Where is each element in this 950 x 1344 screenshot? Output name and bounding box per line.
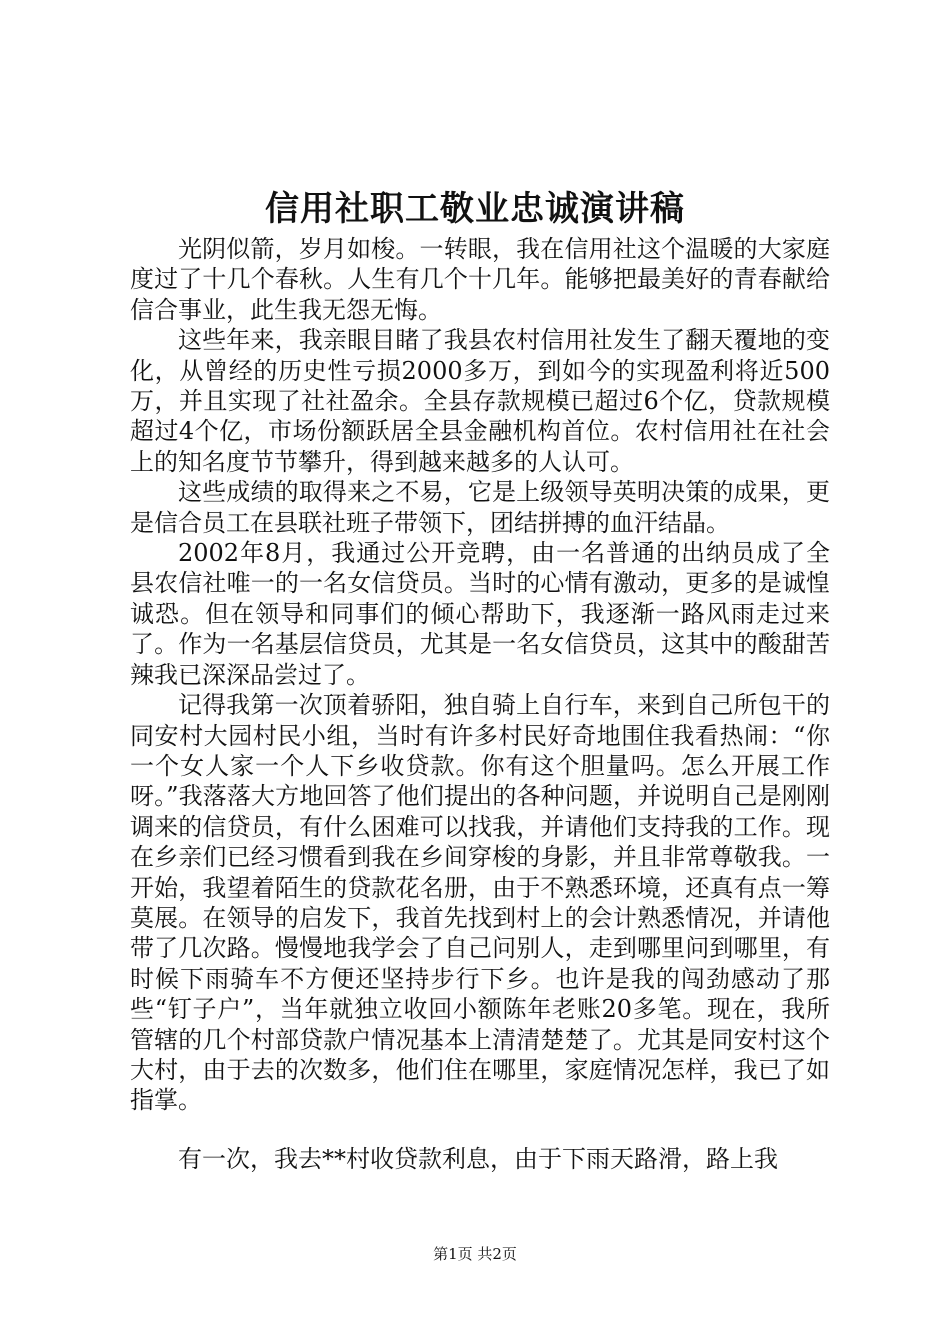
paragraph: 2002年8月，我通过公开竞聘，由一名普通的出纳员成了全县农信社唯一的一名女信贷员。当时的心情有激动，更多的是诚惶诚恐。但在领导和同事们的倾心帮助下，我逐渐一路风雨走过来了。作为一名基层信贷员，尤其是一名女信贷员，这其中的酸甜苦辣我已深深品尝过了。 xyxy=(130,539,830,689)
page-number-footer: 第1页 共2页 xyxy=(433,1245,517,1263)
paragraph: 记得我第一次顶着骄阳，独自骑上自行车，来到自己所包干的同安村大园村民小组，当时有许多村民好奇地围住我看热闹：“你一个女人家一个人下乡收贷款。你有这个胆量吗。怎么开展工作呀。”我落落大方地回答了他们提出的各种问题，并说明自己是刚刚调来的信贷员，有什么困难可以找我，并请他们支持我的工作。现在乡亲们已经习惯看到我在乡间穿梭的身影，并且非常尊敬我。一开始，我望着陌生的贷款花名册，由于不熟悉环境，还真有点一筹莫展。在领导的启发下，我首先找到村上的会计熟悉情况，并请他带了几次路。慢慢地我学会了自己问别人，走到哪里问到哪里，有时候下雨骑车不方便还坚持步行下乡。也许是我的闯劲感动了那些“钉子户”，当年就独立收回小额陈年老账20多笔。现在，我所管辖的几个村部贷款户情况基本上清清楚楚了。尤其是同安村这个大村，由于去的次数多，他们住在哪里，家庭情况怎样，我已了如指掌。 xyxy=(130,691,830,1115)
document-body xyxy=(130,234,830,1174)
paragraph: 光阴似箭，岁月如梭。一转眼，我在信用社这个温暖的大家庭度过了十几个春秋。人生有几个十几年。能够把最美好的青春献给信合事业，此生我无怨无悔。 xyxy=(130,235,830,324)
paragraph: 有一次，我去**村收贷款利息，由于下雨天路滑，路上我 xyxy=(178,1144,778,1173)
document-title: 信用社职工敬业忠诚演讲稿 xyxy=(265,189,685,229)
paragraph: 这些年来，我亲眼目睹了我县农村信用社发生了翻天覆地的变化，从曾经的历史性亏损2000多万，到如今的实现盈利将近500万，并且实现了社社盈余。全县存款规模已超过6个亿，贷款规模超过4个亿，市场份额跃居全县金融机构首位。农村信用社在社会上的知名度节节攀升，得到越来越多的人认可。 xyxy=(130,326,830,476)
paragraph: 这些成绩的取得来之不易，它是上级领导英明决策的成果，更是信合员工在县联社班子带领下，团结拼搏的血汗结晶。 xyxy=(130,478,830,537)
